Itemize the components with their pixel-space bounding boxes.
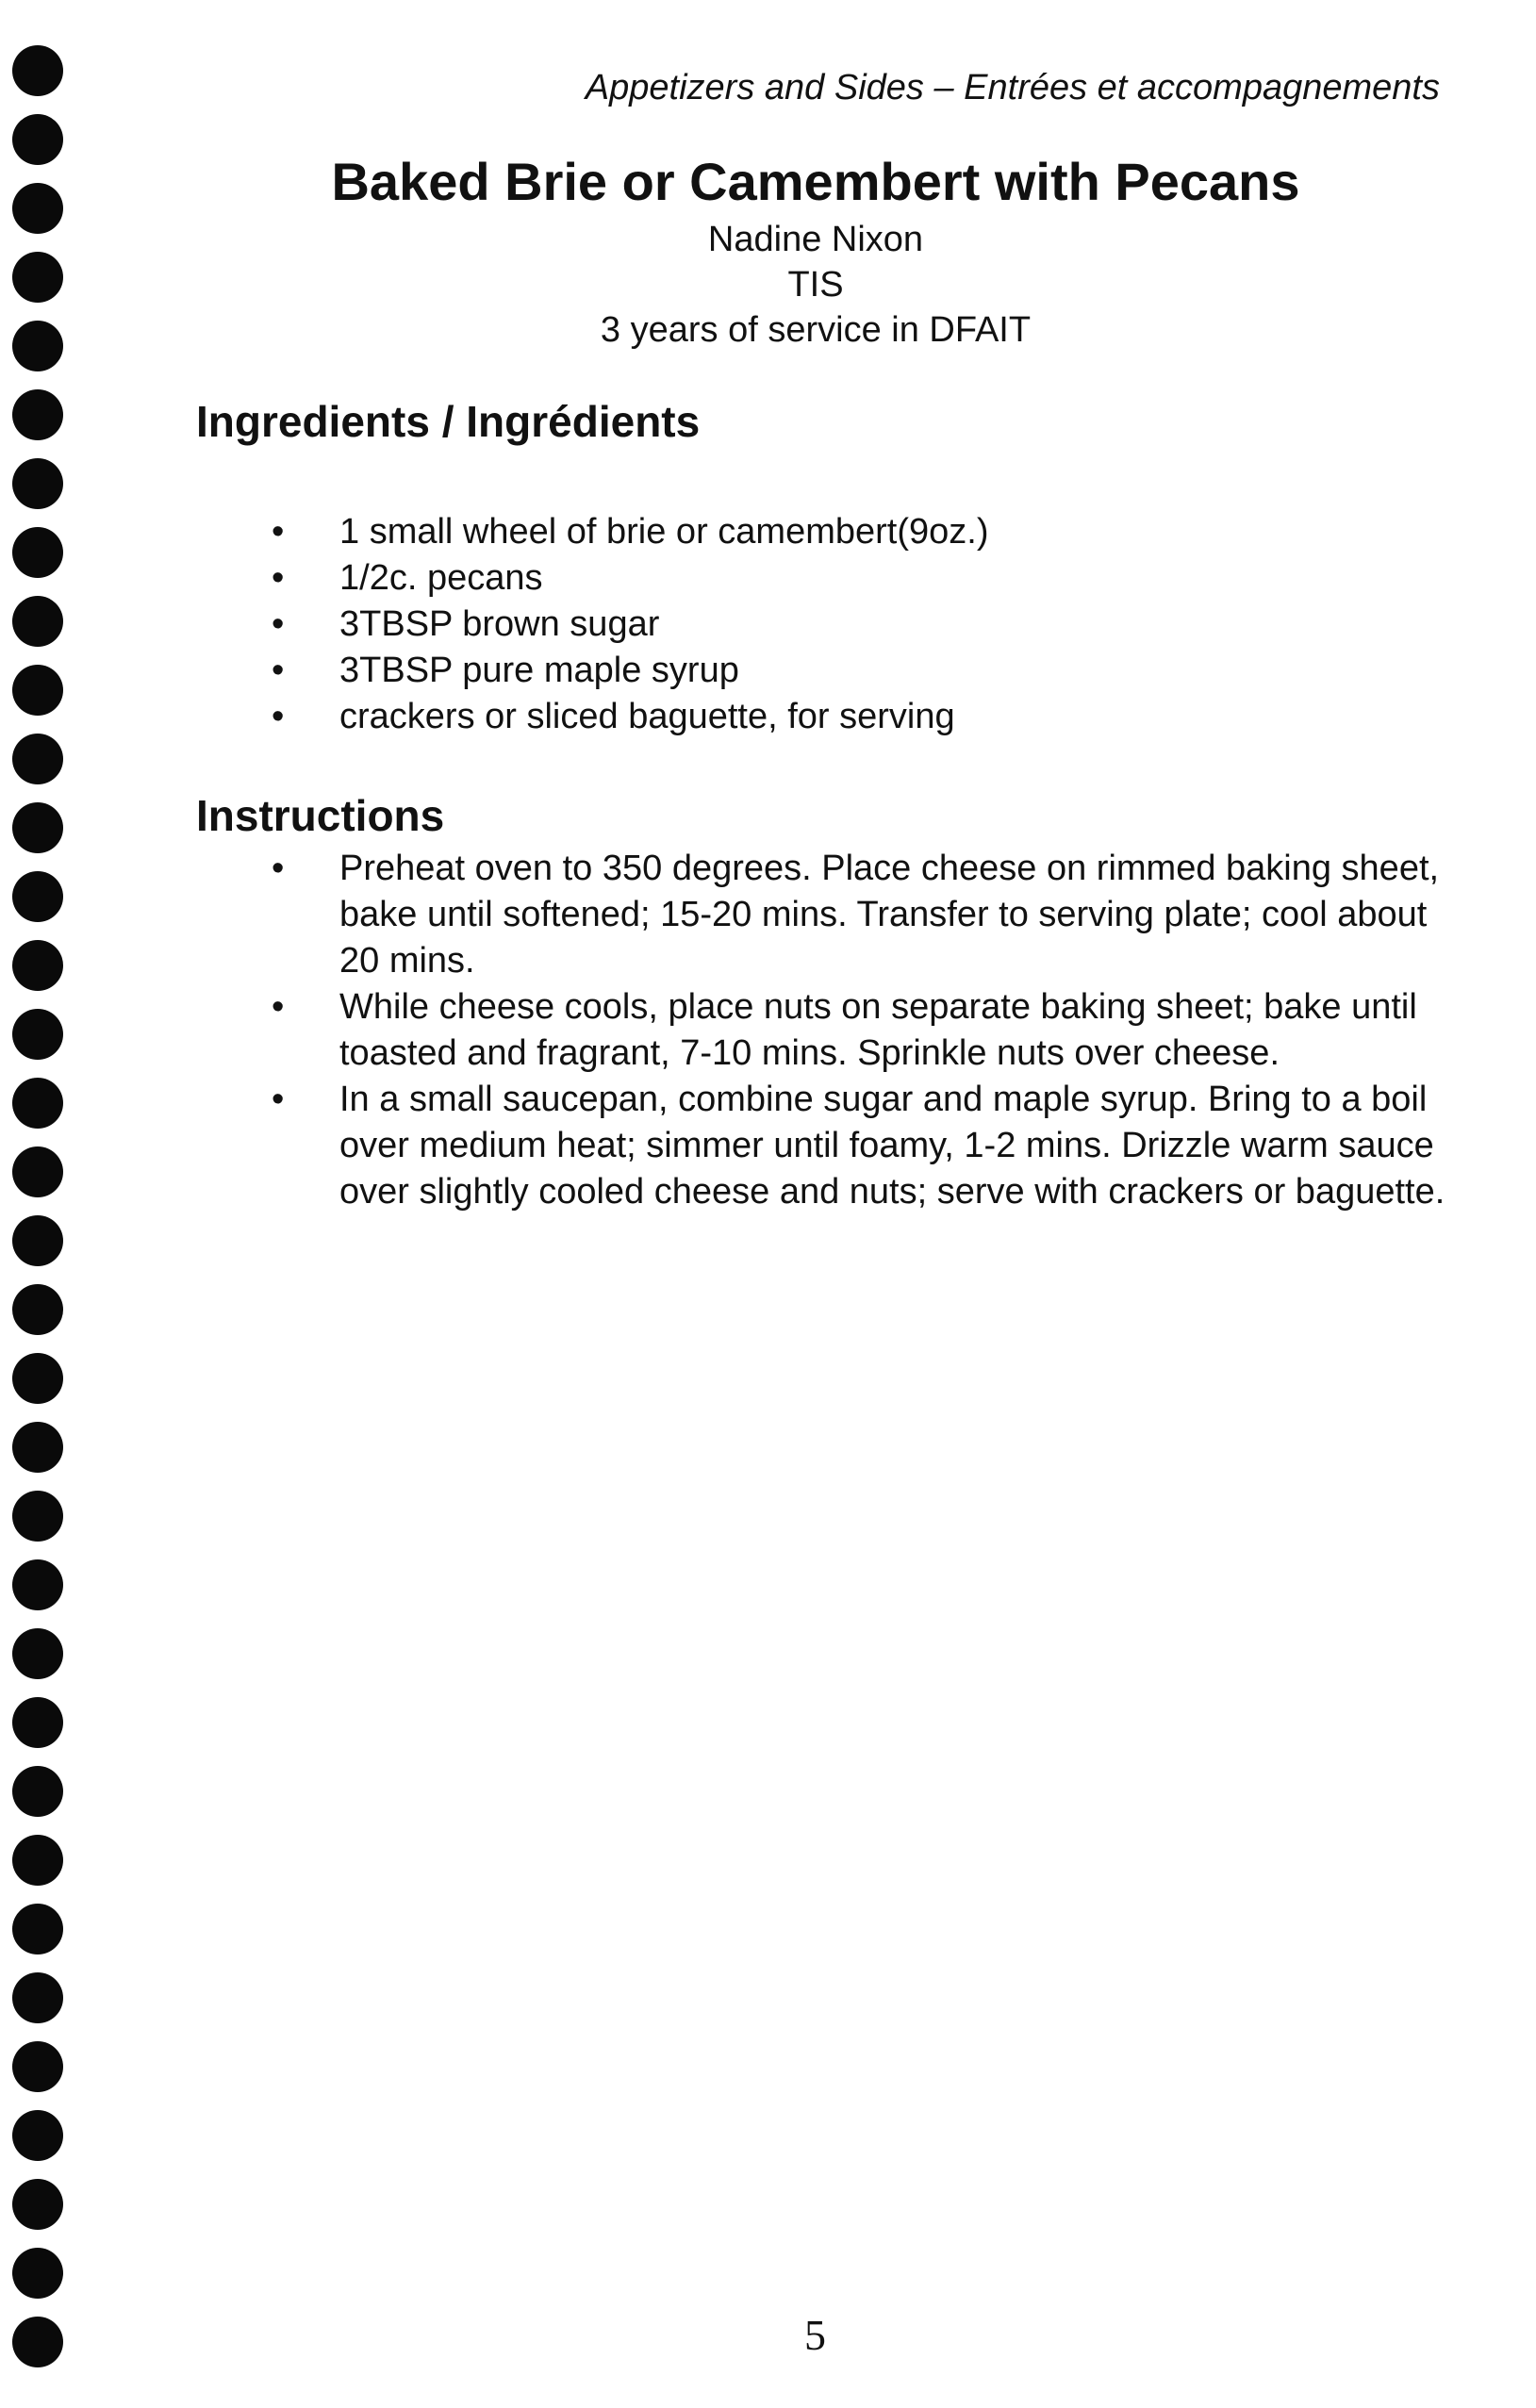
ingredient-item: • 1 small wheel of brie or camembert(9oz.) (196, 509, 1450, 555)
page-number: 5 (804, 2311, 826, 2359)
binding-hole (12, 252, 63, 303)
binding-hole (12, 2110, 63, 2161)
binding-hole (12, 1835, 63, 1886)
instructions-heading: Instructions (196, 791, 445, 840)
binding-hole (12, 321, 63, 371)
binding-hole (12, 1559, 63, 1610)
binding-hole (12, 114, 63, 165)
binding-hole (12, 1215, 63, 1266)
binding-hole (12, 1491, 63, 1542)
binding-hole (12, 183, 63, 234)
binding-hole (12, 940, 63, 991)
ingredients-heading: Ingredients / Ingrédients (196, 397, 701, 446)
instruction-step: • Preheat oven to 350 degrees. Place cheese on rimmed baking sheet, bake until softened; 15-20 mins. Transfer to serving plate; cool about 20 mins. (196, 846, 1450, 984)
binding-hole (12, 1284, 63, 1335)
binding-hole (12, 871, 63, 922)
instructions-list (196, 846, 1450, 1215)
title-block (311, 151, 1320, 353)
binding-hole (12, 596, 63, 647)
binding-hole (12, 2179, 63, 2230)
binding-hole (12, 1009, 63, 1060)
binding-hole (12, 1766, 63, 1817)
binding-hole (12, 1972, 63, 2023)
author-name: Nadine Nixon (707, 220, 924, 259)
ingredient-item: • 3TBSP pure maple syrup (196, 648, 1450, 694)
instruction-step: • While cheese cools, place nuts on separate baking sheet; bake until toasted and fragrant, 7-10 mins. Sprinkle nuts over cheese. (196, 984, 1450, 1077)
binding-hole (12, 527, 63, 578)
ingredient-item: • crackers or sliced baguette, for serving (196, 694, 1450, 740)
section-header: Appetizers and Sides – Entrées et accompagnements (585, 68, 1440, 107)
binding-hole (12, 1146, 63, 1197)
ingredients-list (196, 509, 1450, 740)
binding-hole (12, 1904, 63, 1954)
binding-hole (12, 2041, 63, 2092)
binding-hole (12, 1628, 63, 1679)
author-organization: TIS (787, 265, 844, 305)
recipe-title: Baked Brie or Camembert with Pecans (331, 152, 1300, 211)
ingredient-item: • 1/2c. pecans (196, 555, 1450, 602)
binding-hole (12, 2248, 63, 2299)
binding-hole (12, 665, 63, 716)
binding-hole (12, 389, 63, 440)
binding-hole (12, 1078, 63, 1129)
binding-hole (12, 458, 63, 509)
ingredient-item: • 3TBSP brown sugar (196, 602, 1450, 648)
binding-hole (12, 1422, 63, 1473)
instruction-step: • In a small saucepan, combine sugar and maple syrup. Bring to a boil over medium heat; simmer until foamy, 1-2 mins. Drizzle warm sauce over slightly cooled cheese and nuts; serve with crackers or baguette. (196, 1077, 1450, 1215)
binding-hole (12, 1353, 63, 1404)
binding-hole (12, 734, 63, 784)
author-service: 3 years of service in DFAIT (600, 310, 1032, 350)
spiral-binding (0, 0, 123, 2408)
binding-hole (12, 45, 63, 96)
binding-hole (12, 802, 63, 853)
binding-hole (12, 1697, 63, 1748)
